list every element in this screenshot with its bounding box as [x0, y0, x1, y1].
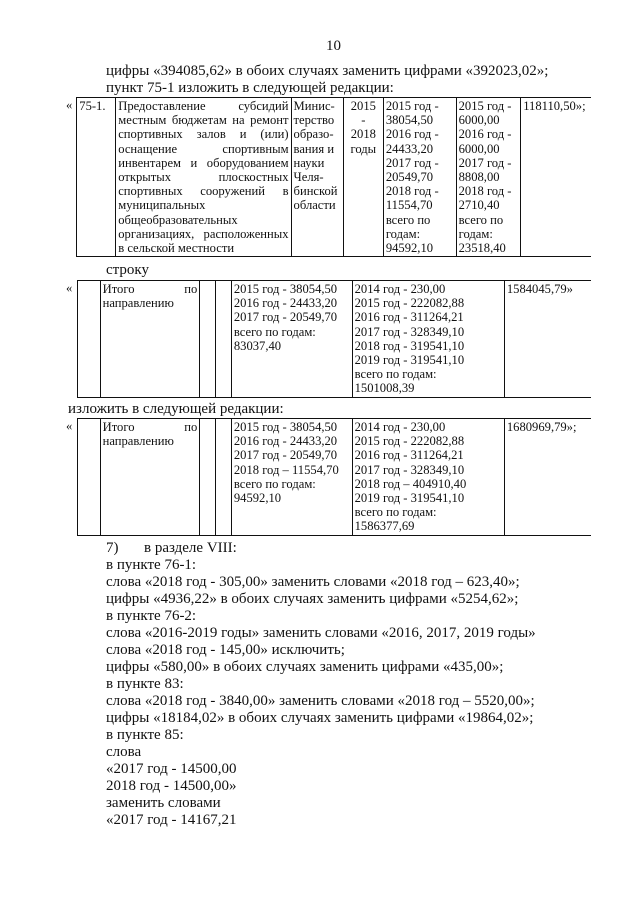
empty-cell: [216, 419, 232, 536]
text-line: цифры «18184,02» в обоих случаях заменить цифрами «19864,02»;: [106, 710, 534, 726]
funding-federal: 2015 год - 6000,00 2016 год - 6000,00 2017 год - 8808,00 2018 год - 2710,40 всего по годам: 23518,40: [456, 98, 521, 257]
text-line: слова: [106, 744, 142, 760]
total-cell: 1584045,79»: [504, 281, 591, 398]
funding-federal: 2014 год - 230,00 2015 год - 222082,88 2016 год - 311264,21 2017 год - 328349,10 2018 год - 319541,10 2019 год - 319541,10 всего по годам: 1501008,39: [352, 281, 504, 398]
text-line: слова «2018 год - 3840,00» заменить словами «2018 год – 5520,00»;: [106, 693, 535, 709]
text-line: «2017 год - 14500,00: [106, 761, 237, 777]
quote-mark: «: [66, 98, 77, 257]
text-line: строку: [106, 262, 149, 278]
text-line: «2017 год - 14167,21: [106, 812, 237, 828]
item-number: 7): [106, 540, 119, 556]
text-line: слова «2016-2019 годы» заменить словами «2016, 2017, 2019 годы»: [106, 625, 536, 641]
funding-regional: 2015 год - 38054,50 2016 год - 24433,20 2017 год - 20549,70 всего по годам: 83037,40: [231, 281, 352, 398]
ministry-cell: Минис- терство образо- вания и науки Челя- бинской области: [291, 98, 343, 257]
empty-cell: [77, 419, 100, 536]
total-cell: 1680969,79»;: [504, 419, 591, 536]
quote-mark: «: [66, 281, 77, 398]
text-line: 2018 год - 14500,00»: [106, 778, 237, 794]
page-number: 10: [326, 38, 341, 54]
item-number: 75-1.: [77, 98, 116, 257]
empty-cell: [200, 281, 216, 398]
quote-mark: «: [66, 419, 77, 536]
text-line: в пункте 83:: [106, 676, 184, 692]
section-heading: в разделе VIII:: [144, 540, 237, 556]
funding-regional: 2015 год - 38054,50 2016 год - 24433,20 2017 год - 20549,70 2018 год – 11554,70 всего по годам: 94592,10: [231, 419, 352, 536]
text-line: цифры «394085,62» в обоих случаях заменить цифрами «392023,02»;: [106, 63, 549, 79]
text-line: цифры «580,00» в обоих случаях заменить цифрами «435,00»;: [106, 659, 504, 675]
total-cell: 118110,50»;: [521, 98, 591, 257]
table-total-new: [66, 418, 591, 536]
text-line: слова «2018 год - 145,00» исключить;: [106, 642, 345, 658]
text-line: изложить в следующей редакции:: [68, 401, 284, 417]
text-line: цифры «4936,22» в обоих случаях заменить цифрами «5254,62»;: [106, 591, 519, 607]
table-item-75-1: [66, 97, 591, 257]
text-line: в пункте 76-2:: [106, 608, 197, 624]
text-line: заменить словами: [106, 795, 221, 811]
empty-cell: [77, 281, 100, 398]
funding-regional: 2015 год - 38054,50 2016 год - 24433,20 2017 год - 20549,70 2018 год - 11554,70 всего по годам: 94592,10: [383, 98, 456, 257]
empty-cell: [200, 419, 216, 536]
total-label: Итого по направлению: [100, 419, 200, 536]
text-line: в пункте 85:: [106, 727, 184, 743]
text-line: пункт 75-1 изложить в следующей редакции:: [106, 80, 394, 96]
funding-federal: 2014 год - 230,00 2015 год - 222082,88 2016 год - 311264,21 2017 год - 328349,10 2018 год – 404910,40 2019 год - 319541,10 всего по годам: 1586377,69: [352, 419, 504, 536]
table-total-current: [66, 280, 591, 398]
item-name: Предоставление субсидий местным бюджетам на ремонт спортивных залов и (или) оснащение спортивным инвентарем и оборудованием открытых плоскостных спортивных сооружений в муниципальных общеобразовательных организациях, расположенных в сельской местности: [116, 98, 291, 257]
total-label: Итого по направлению: [100, 281, 200, 398]
text-line: в пункте 76-1:: [106, 557, 197, 573]
empty-cell: [216, 281, 232, 398]
text-line: слова «2018 год - 305,00» заменить словами «2018 год – 623,40»;: [106, 574, 520, 590]
years-cell: 2015 - 2018 годы: [343, 98, 383, 257]
